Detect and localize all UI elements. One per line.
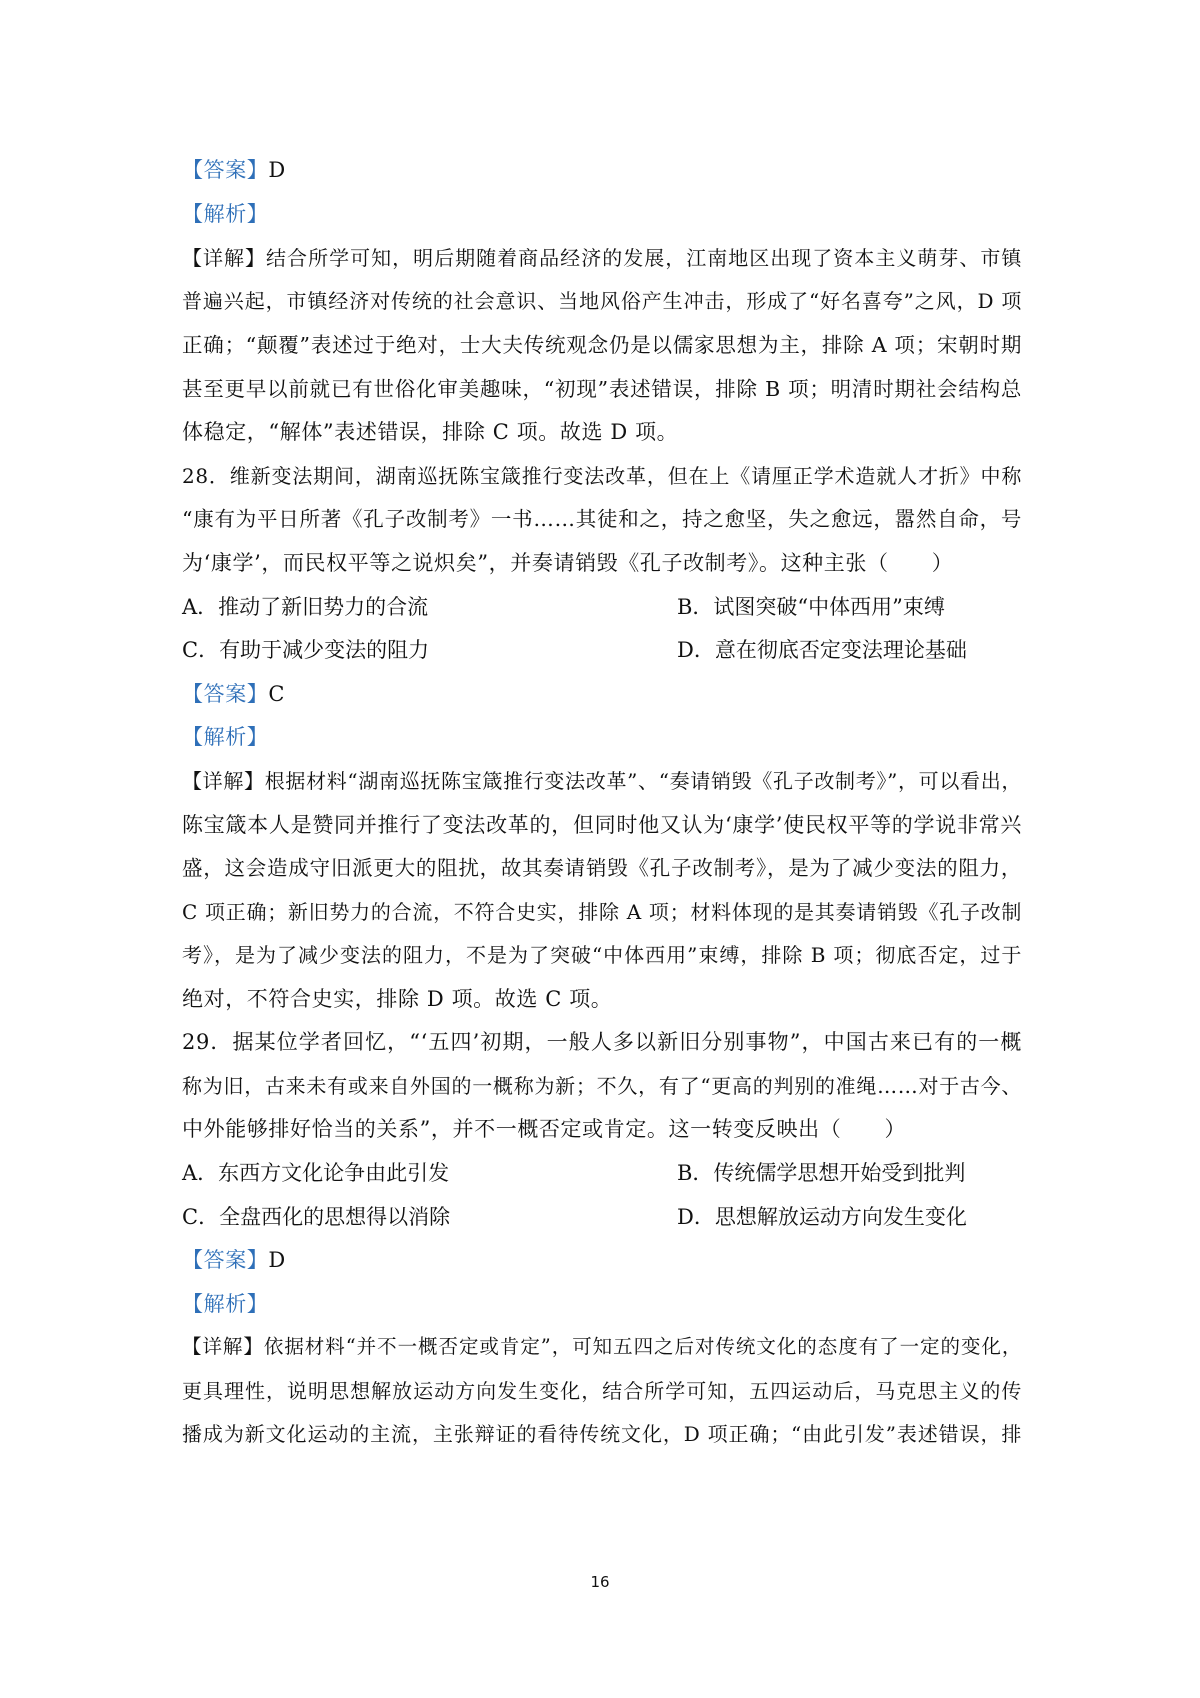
question-stem: 中外能够排好恰当的关系”，并不一概否定或肯定。这一转变反映出（ ） [182,1117,907,1141]
page-number: 16 [590,1573,610,1591]
answer-label: 【答案】 [182,158,269,182]
answer-value: D [268,1248,286,1272]
option-b: B．传统儒学思想开始受到批判 [677,1161,966,1185]
analysis-label: 【解析】 [182,725,269,749]
option-a: A．推动了新旧势力的合流 [182,595,429,619]
answer-line [182,155,1022,185]
question-stem: “康有为平日所著《孔子改制考》一书……其徒和之，持之愈坚，失之愈远，嚣然自命，号 [182,507,1022,531]
option-c: C．有助于减少变法的阻力 [182,638,430,662]
detail-line [182,243,1022,273]
detail-line: C 项正确；新旧势力的合流，不符合史实，排除 A 项；材料体现的是其奏请销毁《孔子改制 [182,900,1022,924]
analysis-line [182,199,1022,229]
detail-line: 甚至更早以前就已有世俗化审美趣味，“初现”表述错误，排除 B 项；明清时期社会结构总 [182,377,1022,401]
detail-line [182,1332,1022,1362]
question-stem: 称为旧，古来未有或来自外国的一概称为新；不久，有了“更高的判别的准绳……对于古今、 [182,1074,1022,1098]
detail-text: 结合所学可知，明后期随着商品经济的发展，江南地区出现了资本主义萌芽、市镇 [266,246,1022,270]
question-stem: 28．维新变法期间，湖南巡抚陈宝箴推行变法改革，但在上《请厘正学术造就人才折》中称 [182,464,1022,488]
detail-label: 【详解】 [182,246,267,270]
detail-text: 根据材料“湖南巡抚陈宝箴推行变法改革”、“奏请销毁《孔子改制考》”，可以看出， [264,769,1022,793]
answer-label: 【答案】 [182,682,269,706]
option-b: B．试图突破“中体西用”束缚 [677,595,945,619]
detail-line: 体稳定，“解体”表述错误，排除 C 项。故选 D 项。 [182,420,679,444]
option-a: A．东西方文化论争由此引发 [182,1161,450,1185]
detail-line: 普遍兴起，市镇经济对传统的社会意识、当地风俗产生冲击，形成了“好名喜夸”之风，D 项 [182,289,1022,313]
option-d: D．意在彻底否定变法理论基础 [677,638,967,662]
question-stem: 29．据某位学者回忆，“‘五四’初期，一般人多以新旧分别事物”，中国古来已有的一概 [182,1030,1022,1054]
question-stem: 为‘康学’，而民权平等之说炽矣”，并奏请销毁《孔子改制考》。这种主张（ ） [182,551,954,575]
detail-line: 陈宝箴本人是赞同并推行了变法改革的，但同时他又认为‘康学’使民权平等的学说非常兴 [182,813,1022,837]
detail-line: 正确；“颠覆”表述过于绝对，士大夫传统观念仍是以儒家思想为主，排除 A 项；宋朝时期 [182,333,1022,357]
detail-label: 【详解】 [182,769,265,793]
detail-label: 【详解】 [182,1335,264,1358]
detail-line: 播成为新文化运动的主流，主张辩证的看待传统文化，D 项正确；“由此引发”表述错误，排 [182,1422,1022,1446]
option-c: C．全盘西化的思想得以消除 [182,1205,451,1229]
detail-line: 绝对，不符合史实，排除 D 项。故选 C 项。 [182,987,613,1011]
detail-line: 盛，这会造成守旧派更大的阻扰，故其奏请销毁《孔子改制考》，是为了减少变法的阻力， [182,856,1022,880]
option-d: D．思想解放运动方向发生变化 [677,1205,967,1229]
detail-line: 考》，是为了减少变法的阻力，不是为了突破“中体西用”束缚，排除 B 项；彻底否定，过于 [182,943,1022,967]
analysis-line [182,722,1022,752]
answer-value: D [268,158,286,182]
answer-value: C [268,682,286,706]
detail-line: 更具理性，说明思想解放运动方向发生变化，结合所学可知，五四运动后，马克思主义的传 [182,1379,1022,1403]
analysis-label: 【解析】 [182,1292,269,1316]
answer-line [182,1245,1022,1275]
detail-text: 依据材料“并不一概否定或肯定”，可知五四之后对传统文化的态度有了一定的变化， [263,1335,1022,1358]
answer-label: 【答案】 [182,1248,269,1272]
answer-line [182,679,1022,709]
analysis-line [182,1289,1022,1319]
analysis-label: 【解析】 [182,202,269,226]
detail-line [182,766,1022,796]
